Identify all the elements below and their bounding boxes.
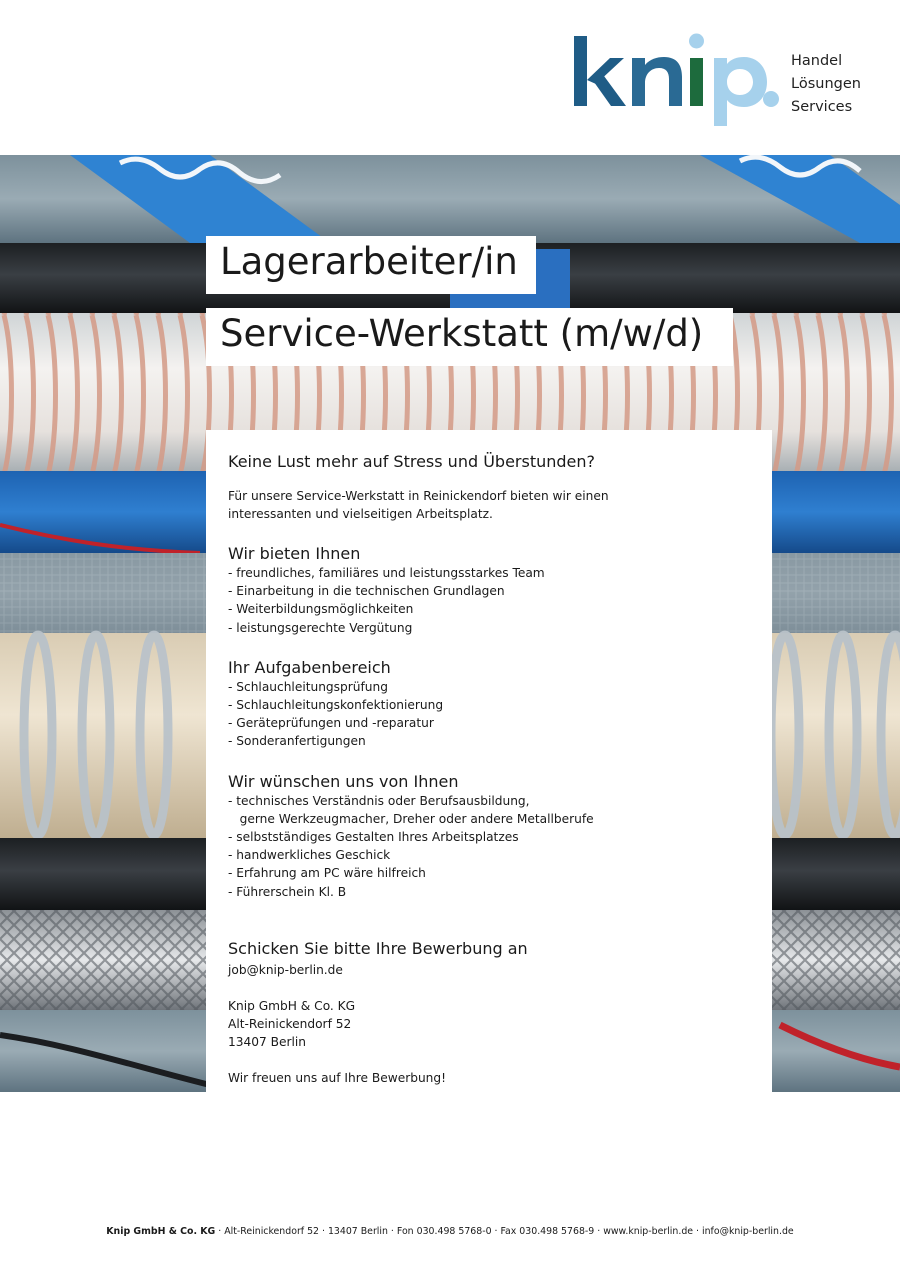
logo-tagline bbox=[791, 50, 861, 119]
list-item: - Schlauchleitungskonfektionierung bbox=[228, 698, 444, 713]
list-item: - leistungsgerechte Vergütung bbox=[228, 620, 413, 635]
intro-headline: Keine Lust mehr auf Stress und Überstunden? bbox=[228, 452, 596, 471]
company-logo bbox=[572, 30, 872, 130]
intro-text-line: interessanten und vielseitigen Arbeitsplatz. bbox=[228, 507, 493, 521]
list-item: - Schlauchleitungsprüfung bbox=[228, 679, 388, 694]
logo-letter-i-dot bbox=[689, 34, 704, 49]
logo-letter-i bbox=[690, 58, 703, 106]
intro-text-line: Für unsere Service-Werkstatt in Reinickendorf bieten wir einen bbox=[228, 489, 609, 503]
closing-line: Wir freuen uns auf Ihre Bewerbung! bbox=[228, 1071, 447, 1086]
list-item: - Einarbeitung in die technischen Grundlagen bbox=[228, 584, 505, 599]
application-heading: Schicken Sie bitte Ihre Bewerbung an bbox=[228, 938, 528, 958]
logo-letter-k-leg bbox=[594, 76, 626, 106]
knip-wordmark bbox=[572, 30, 782, 126]
list-item: - Erfahrung am PC wäre hilfreich bbox=[228, 866, 426, 881]
company-address bbox=[228, 997, 748, 1052]
section-tasks bbox=[228, 657, 748, 751]
logo-letter-n bbox=[632, 57, 682, 106]
section-heading: Wir bieten Ihnen bbox=[228, 544, 361, 563]
address-line: Alt-Reinickendorf 52 bbox=[228, 1017, 352, 1032]
job-title-line-2: Service-Werkstatt (m/w/d) bbox=[206, 308, 733, 366]
logo-period-dot bbox=[763, 91, 779, 107]
application-section bbox=[228, 938, 748, 1088]
list-item: gerne Werkzeugmacher, Dreher oder andere Metallberufe bbox=[228, 811, 594, 826]
tagline-line: Lösungen bbox=[791, 76, 861, 92]
address-line: Knip GmbH & Co. KG bbox=[228, 998, 356, 1013]
address-line: 13407 Berlin bbox=[228, 1035, 307, 1050]
tagline-line: Services bbox=[791, 99, 853, 115]
tagline-line: Handel bbox=[791, 53, 843, 69]
job-title-line-1: Lagerarbeiter/in bbox=[206, 236, 536, 294]
section-offer bbox=[228, 543, 748, 637]
section-requirements bbox=[228, 771, 748, 901]
list-item: - technisches Verständnis oder Berufsausbildung, bbox=[228, 793, 530, 808]
list-item: - freundliches, familiäres und leistungsstarkes Team bbox=[228, 566, 545, 580]
footer-contact-details: · Alt-Reinickendorf 52 · 13407 Berlin · Fon 030.498 5768-0 · Fax 030.498 5768-9 · www.knip-berlin.de · info@knip-berlin.de bbox=[215, 1226, 794, 1237]
footer-company: Knip GmbH & Co. KG bbox=[106, 1226, 216, 1237]
tasks-list bbox=[228, 678, 748, 751]
list-item: - Geräteprüfungen und -reparatur bbox=[228, 716, 434, 731]
job-description bbox=[228, 452, 748, 1087]
application-email-link[interactable]: job@knip-berlin.de bbox=[228, 962, 343, 977]
section-heading: Ihr Aufgabenbereich bbox=[228, 657, 391, 677]
list-item: - Sonderanfertigungen bbox=[228, 734, 366, 749]
logo-letter-k-stem bbox=[574, 36, 587, 106]
logo-letter-p bbox=[714, 57, 767, 126]
section-heading: Wir wünschen uns von Ihnen bbox=[228, 771, 459, 791]
requirements-list bbox=[228, 792, 748, 901]
list-item: - handwerkliches Geschick bbox=[228, 848, 391, 863]
list-item: - selbstständiges Gestalten Ihres Arbeitsplatzes bbox=[228, 830, 519, 845]
intro-text bbox=[228, 487, 748, 523]
list-item: - Weiterbildungsmöglichkeiten bbox=[228, 602, 414, 617]
offer-list bbox=[228, 564, 748, 637]
footer bbox=[0, 1226, 900, 1237]
list-item: - Führerschein Kl. B bbox=[228, 884, 347, 899]
